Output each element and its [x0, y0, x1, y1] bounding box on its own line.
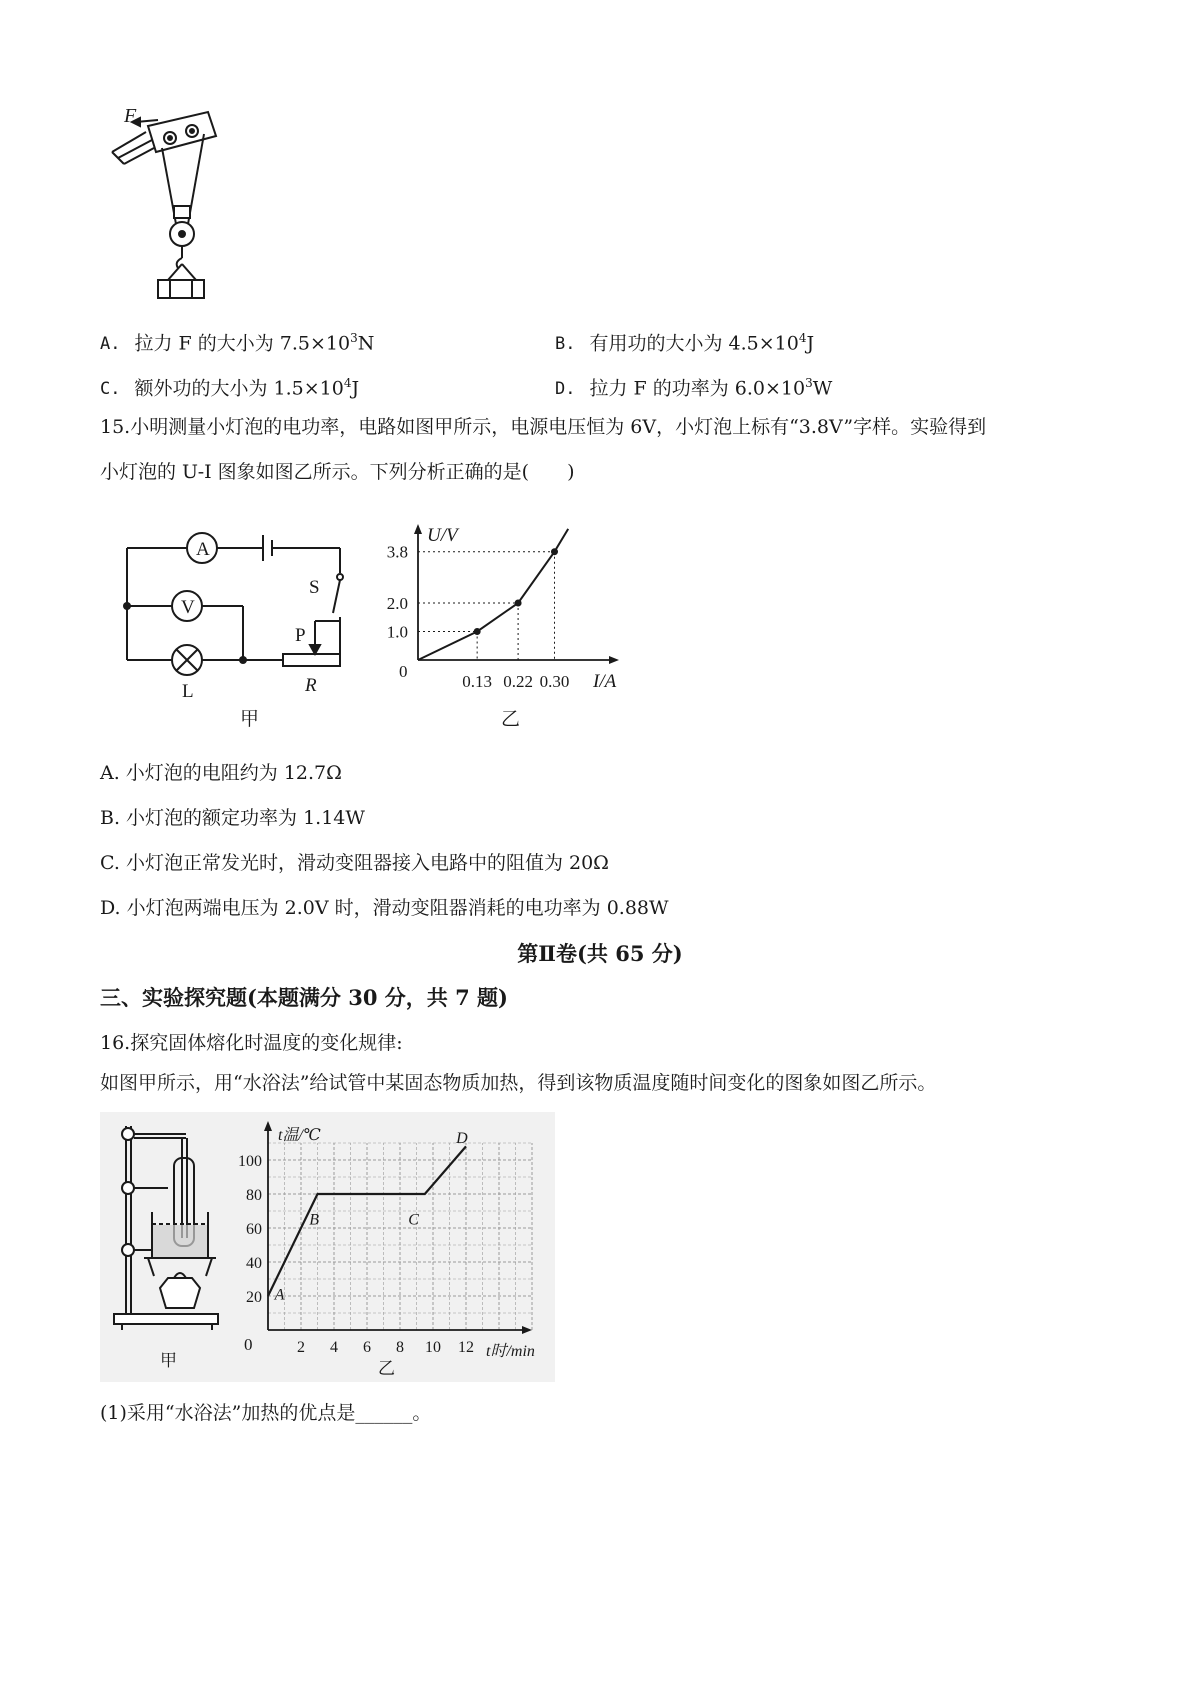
- rheostat-label: R: [305, 675, 317, 696]
- apparatus-caption: 甲: [160, 1351, 177, 1370]
- ui-y-arrow: [414, 524, 422, 534]
- ui-ytick-3: 3.8: [386, 542, 408, 562]
- ui-ytick-2: 2.0: [386, 594, 408, 613]
- melting-grid: [268, 1143, 532, 1330]
- ui-curve: [418, 529, 568, 660]
- ui-ytick-1: 1.0: [386, 622, 408, 642]
- melt-ytick-100: 100: [238, 1153, 262, 1170]
- ui-point-1: [474, 628, 481, 635]
- melting-chart: [228, 1118, 554, 1380]
- part3-title: 三、实验探究题(本题满分 30 分，共 7 题): [100, 985, 508, 1010]
- melt-ytick-60: 60: [246, 1221, 262, 1238]
- melt-point-a: A: [274, 1286, 285, 1304]
- q14-option-d: D. 拉力 F 的功率为 $6.0\times 10^3W$: [555, 376, 833, 400]
- circuit-diagram: [115, 525, 350, 735]
- melt-point-d: D: [456, 1130, 468, 1147]
- ui-chart-caption: 乙: [501, 709, 521, 730]
- switch-label: S: [309, 577, 320, 598]
- voltmeter-label: V: [181, 597, 195, 618]
- q16-stem-line2: 如图甲所示，用“水浴法”给试管中某固态物质加热，得到该物质温度随时间变化的图象如图乙所示。: [100, 1072, 937, 1094]
- melt-point-c: C: [408, 1211, 419, 1229]
- pulley-figure: [108, 98, 233, 310]
- melt-origin: 0: [244, 1335, 253, 1354]
- ui-chart: [375, 515, 640, 735]
- slider-label: P: [295, 625, 306, 646]
- melt-ylabel: t温/℃: [278, 1127, 321, 1144]
- melting-chart-caption: 乙: [378, 1359, 395, 1378]
- melt-ytick-40: 40: [246, 1255, 262, 1272]
- q15-option-c: C. 小灯泡正常发光时，滑动变阻器接入电路中的阻值为 20Ω: [100, 852, 609, 874]
- q15-stem-line2: 小灯泡的 U-I 图象如图乙所示。下列分析正确的是( ): [100, 461, 575, 483]
- ui-chart-guides: [418, 552, 555, 660]
- water-bath-apparatus: [108, 1118, 228, 1378]
- melt-xtick-12: 12: [458, 1339, 474, 1356]
- melt-point-b: B: [309, 1211, 320, 1229]
- ui-point-3: [551, 548, 558, 555]
- ui-x-arrow: [609, 656, 619, 664]
- q14-option-c: C. 额外功的大小为 $1.5\times 10^4J$: [100, 376, 360, 400]
- ui-origin: 0: [399, 662, 408, 681]
- q15-option-b: B. 小灯泡的额定功率为 1.14W: [100, 807, 365, 829]
- q14-option-b: B. 有用功的大小为 $4.5\times 10^4J$: [555, 331, 815, 355]
- q15-option-a: A. 小灯泡的电阻约为 12.7Ω: [100, 762, 342, 784]
- ui-point-2: [515, 600, 522, 607]
- melt-xlabel: t时/min: [486, 1343, 535, 1360]
- melt-ytick-20: 20: [246, 1289, 262, 1306]
- q15-stem-line1: 15.小明测量小灯泡的电功率，电路如图甲所示，电源电压恒为 6V，小灯泡上标有“3.8V”字样。实验得到: [100, 416, 987, 438]
- melt-y-arrow: [264, 1121, 272, 1131]
- q15-option-d: D. 小灯泡两端电压为 2.0V 时，滑动变阻器消耗的电功率为 0.88W: [100, 897, 669, 919]
- melt-x-arrow: [522, 1326, 532, 1334]
- ui-xtick-1: 0.13: [462, 672, 493, 691]
- ui-xtick-3: 0.30: [539, 672, 570, 691]
- melt-xtick-6: 6: [363, 1339, 371, 1356]
- q16-stem-line1: 16.探究固体熔化时温度的变化规律:: [100, 1032, 403, 1054]
- q14-option-a: A. 拉力 F 的大小为 $7.5\times 10^3N$: [100, 331, 375, 355]
- melt-xtick-10: 10: [425, 1339, 441, 1356]
- ammeter-label: A: [196, 539, 210, 560]
- ui-ylabel: U/V: [427, 525, 458, 546]
- ui-xtick-2: 0.22: [503, 672, 533, 691]
- melt-xtick-2: 2: [297, 1339, 305, 1356]
- circuit-caption: 甲: [240, 709, 260, 730]
- melt-ytick-80: 80: [246, 1187, 262, 1204]
- melt-xtick-4: 4: [330, 1339, 338, 1356]
- section-title: 第Ⅱ卷(共 65 分): [517, 941, 683, 966]
- melt-xtick-8: 8: [396, 1339, 404, 1356]
- q16-sub1: (1)采用“水浴法”加热的优点是______。: [100, 1402, 432, 1424]
- force-label: F: [124, 105, 137, 127]
- ui-xlabel: I/A: [593, 671, 617, 692]
- lamp-label: L: [182, 681, 194, 702]
